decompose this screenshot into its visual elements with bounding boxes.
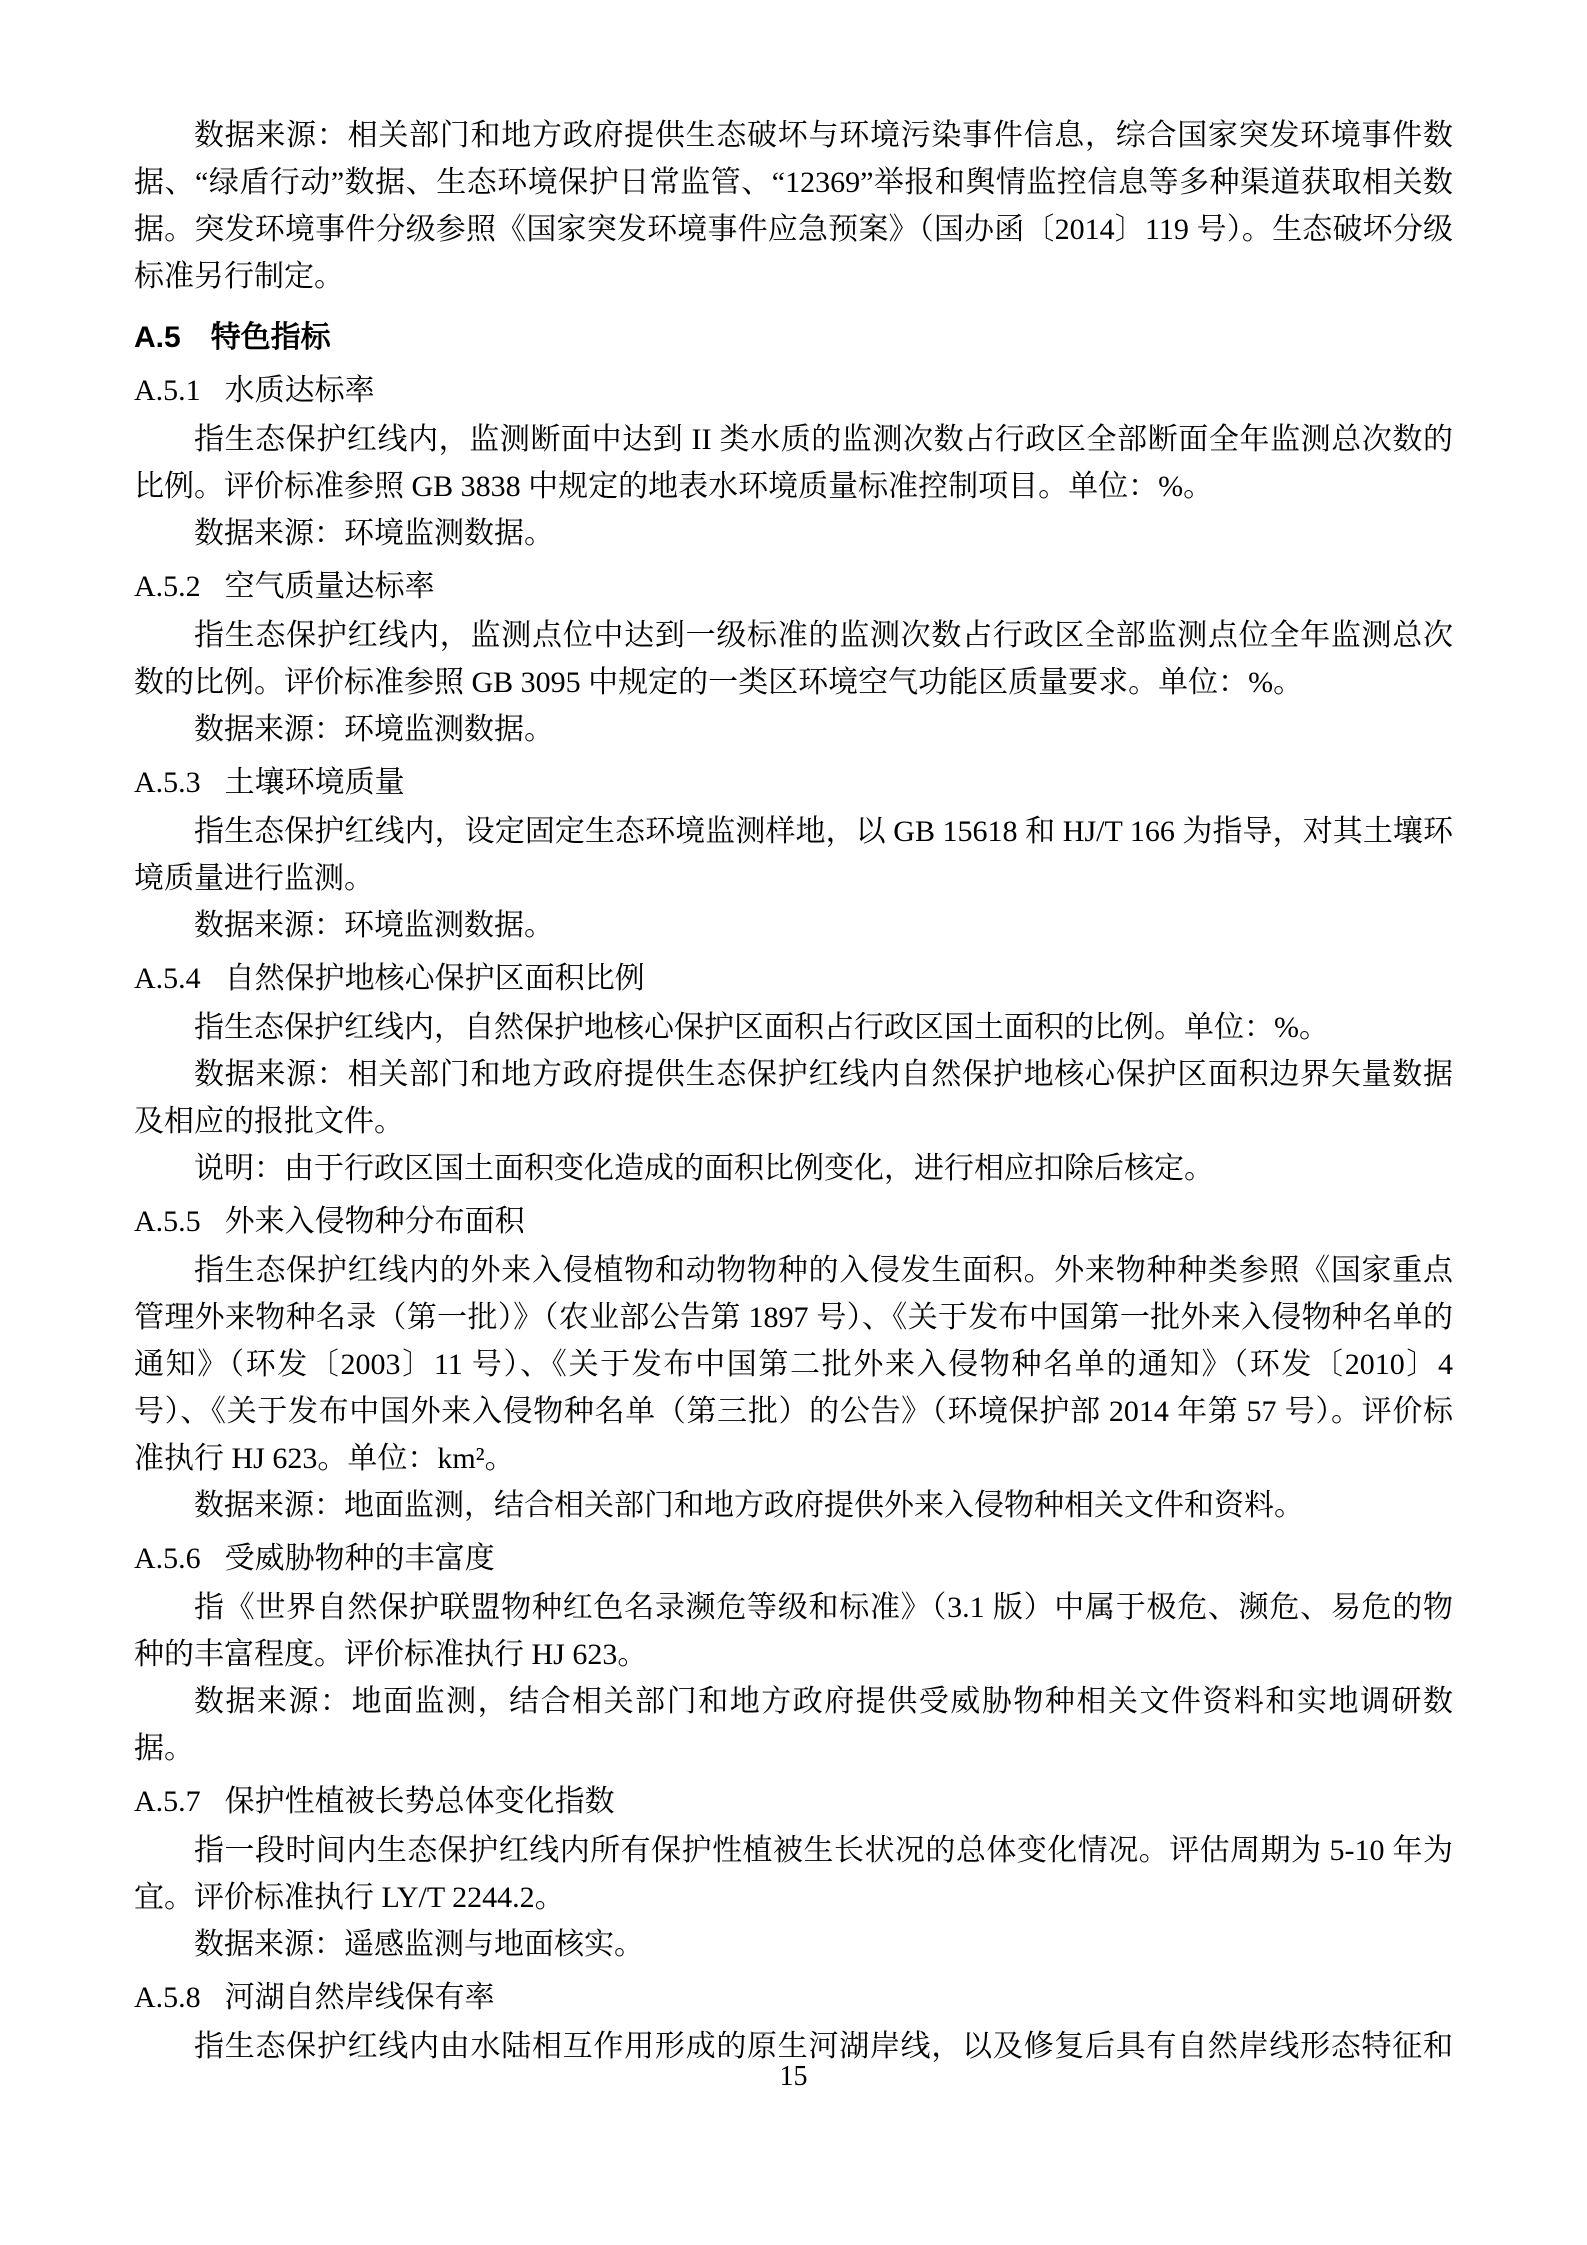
subsection-number: A.5.1 — [134, 374, 201, 407]
paragraph: 指生态保护红线内，设定固定生态环境监测样地，以 GB 15618 和 HJ/T 166 为指导，对其土壤环境质量进行监测。 — [134, 815, 1453, 895]
subsection-a5-6 — [134, 1535, 1453, 1772]
subsection-heading — [134, 1535, 1453, 1582]
subsection-a5-5 — [134, 1198, 1453, 1529]
subsection-a5-3 — [134, 759, 1453, 949]
section-number: A.5 — [134, 321, 181, 354]
subsection-heading — [134, 1198, 1453, 1245]
paragraph: 指《世界自然保护联盟物种红色名录濒危等级和标准》（3.1 版）中属于极危、濒危、易危的物种的丰富程度。评价标准执行 HJ 623。 — [134, 1591, 1453, 1671]
subsection-number: A.5.7 — [134, 1785, 201, 1818]
subsection-title: 自然保护地核心保护区面积比例 — [224, 962, 645, 995]
subsection-heading — [134, 1778, 1453, 1825]
paragraph: 指生态保护红线内，监测断面中达到 II 类水质的监测次数占行政区全部断面全年监测总次数的比例。评价标准参照 GB 3838 中规定的地表水环境质量标准控制项目。单位：%。 — [134, 423, 1453, 503]
paragraph: 数据来源：环境监测数据。 — [194, 517, 554, 550]
paragraph: 数据来源：地面监测，结合相关部门和地方政府提供受威胁物种相关文件资料和实地调研数据。 — [134, 1685, 1453, 1765]
subsection-a5-8 — [134, 1974, 1453, 2070]
subsection-title: 外来入侵物种分布面积 — [224, 1205, 525, 1238]
paragraph-truncated: 指生态保护红线内由水陆相互作用形成的原生河湖岸线，以及修复后具有自然岸线形态特征和 — [194, 2030, 1453, 2063]
paragraph: 指生态保护红线内，监测点位中达到一级标准的监测次数占行政区全部监测点位全年监测总次数的比例。评价标准参照 GB 3095 中规定的一类区环境空气功能区质量要求。单位：%。 — [134, 619, 1453, 699]
subsection-heading — [134, 367, 1453, 414]
subsection-title: 空气质量达标率 — [224, 570, 435, 603]
subsection-title: 河湖自然岸线保有率 — [224, 1981, 495, 2014]
subsection-title: 土壤环境质量 — [224, 766, 405, 799]
lead-paragraph: 数据来源：相关部门和地方政府提供生态破坏与环境污染事件信息，综合国家突发环境事件数据、“绿盾行动”数据、生态环境保护日常监管、“12369”举报和舆情监控信息等多种渠道获取相关数据。突发环境事件分级参照《国家突发环境事件应急预案》（国办函〔2014〕119 号）。生态破坏分级标准另行制定。 — [134, 119, 1453, 293]
paragraph: 数据来源：环境监测数据。 — [194, 909, 554, 942]
subsection-number: A.5.5 — [134, 1205, 201, 1238]
subsection-title: 保护性植被长势总体变化指数 — [224, 1785, 615, 1818]
subsection-heading — [134, 1974, 1453, 2021]
paragraph: 数据来源：遥感监测与地面核实。 — [194, 1928, 644, 1961]
page-number: 15 — [779, 2061, 808, 2092]
subsection-a5-4 — [134, 955, 1453, 1192]
subsection-number: A.5.3 — [134, 766, 201, 799]
subsection-number: A.5.8 — [134, 1981, 201, 2014]
paragraph: 指一段时间内生态保护红线内所有保护性植被生长状况的总体变化情况。评估周期为 5-10 年为宜。评价标准执行 LY/T 2244.2。 — [134, 1834, 1453, 1914]
paragraph: 数据来源：环境监测数据。 — [194, 713, 554, 746]
subsection-title: 水质达标率 — [224, 374, 375, 407]
subsection-heading — [134, 563, 1453, 610]
subsection-a5-2 — [134, 563, 1453, 753]
subsection-a5-7 — [134, 1778, 1453, 1968]
subsection-number: A.5.2 — [134, 570, 201, 603]
subsection-number: A.5.6 — [134, 1542, 201, 1575]
section-title: 特色指标 — [210, 321, 331, 354]
subsection-title: 受威胁物种的丰富度 — [224, 1542, 495, 1575]
subsection-a5-1 — [134, 367, 1453, 557]
paragraph: 说明：由于行政区国土面积变化造成的面积比例变化，进行相应扣除后核定。 — [194, 1152, 1214, 1185]
paragraph: 数据来源：相关部门和地方政府提供生态保护红线内自然保护地核心保护区面积边界矢量数据及相应的报批文件。 — [134, 1058, 1453, 1138]
subsection-number: A.5.4 — [134, 962, 201, 995]
subsection-heading — [134, 759, 1453, 806]
paragraph: 指生态保护红线内的外来入侵植物和动物物种的入侵发生面积。外来物种种类参照《国家重点管理外来物种名录（第一批）》（农业部公告第 1897 号）、《关于发布中国第一批外来入侵物种名单的通知》（环发〔2003〕11 号）、《关于发布中国第二批外来入侵物种名单的通知》（环发〔2010〕4 号）、《关于发布中国外来入侵物种名单（第三批）的公告》（环境保护部 2014 年第 57 号）。评价标准执行 HJ 623。单位：km²。 — [134, 1254, 1453, 1475]
subsection-heading — [134, 955, 1453, 1002]
section-heading-a5 — [134, 314, 1453, 361]
paragraph: 数据来源：地面监测，结合相关部门和地方政府提供外来入侵物种相关文件和资料。 — [194, 1489, 1304, 1522]
paragraph: 指生态保护红线内，自然保护地核心保护区面积占行政区国土面积的比例。单位：%。 — [194, 1011, 1329, 1044]
